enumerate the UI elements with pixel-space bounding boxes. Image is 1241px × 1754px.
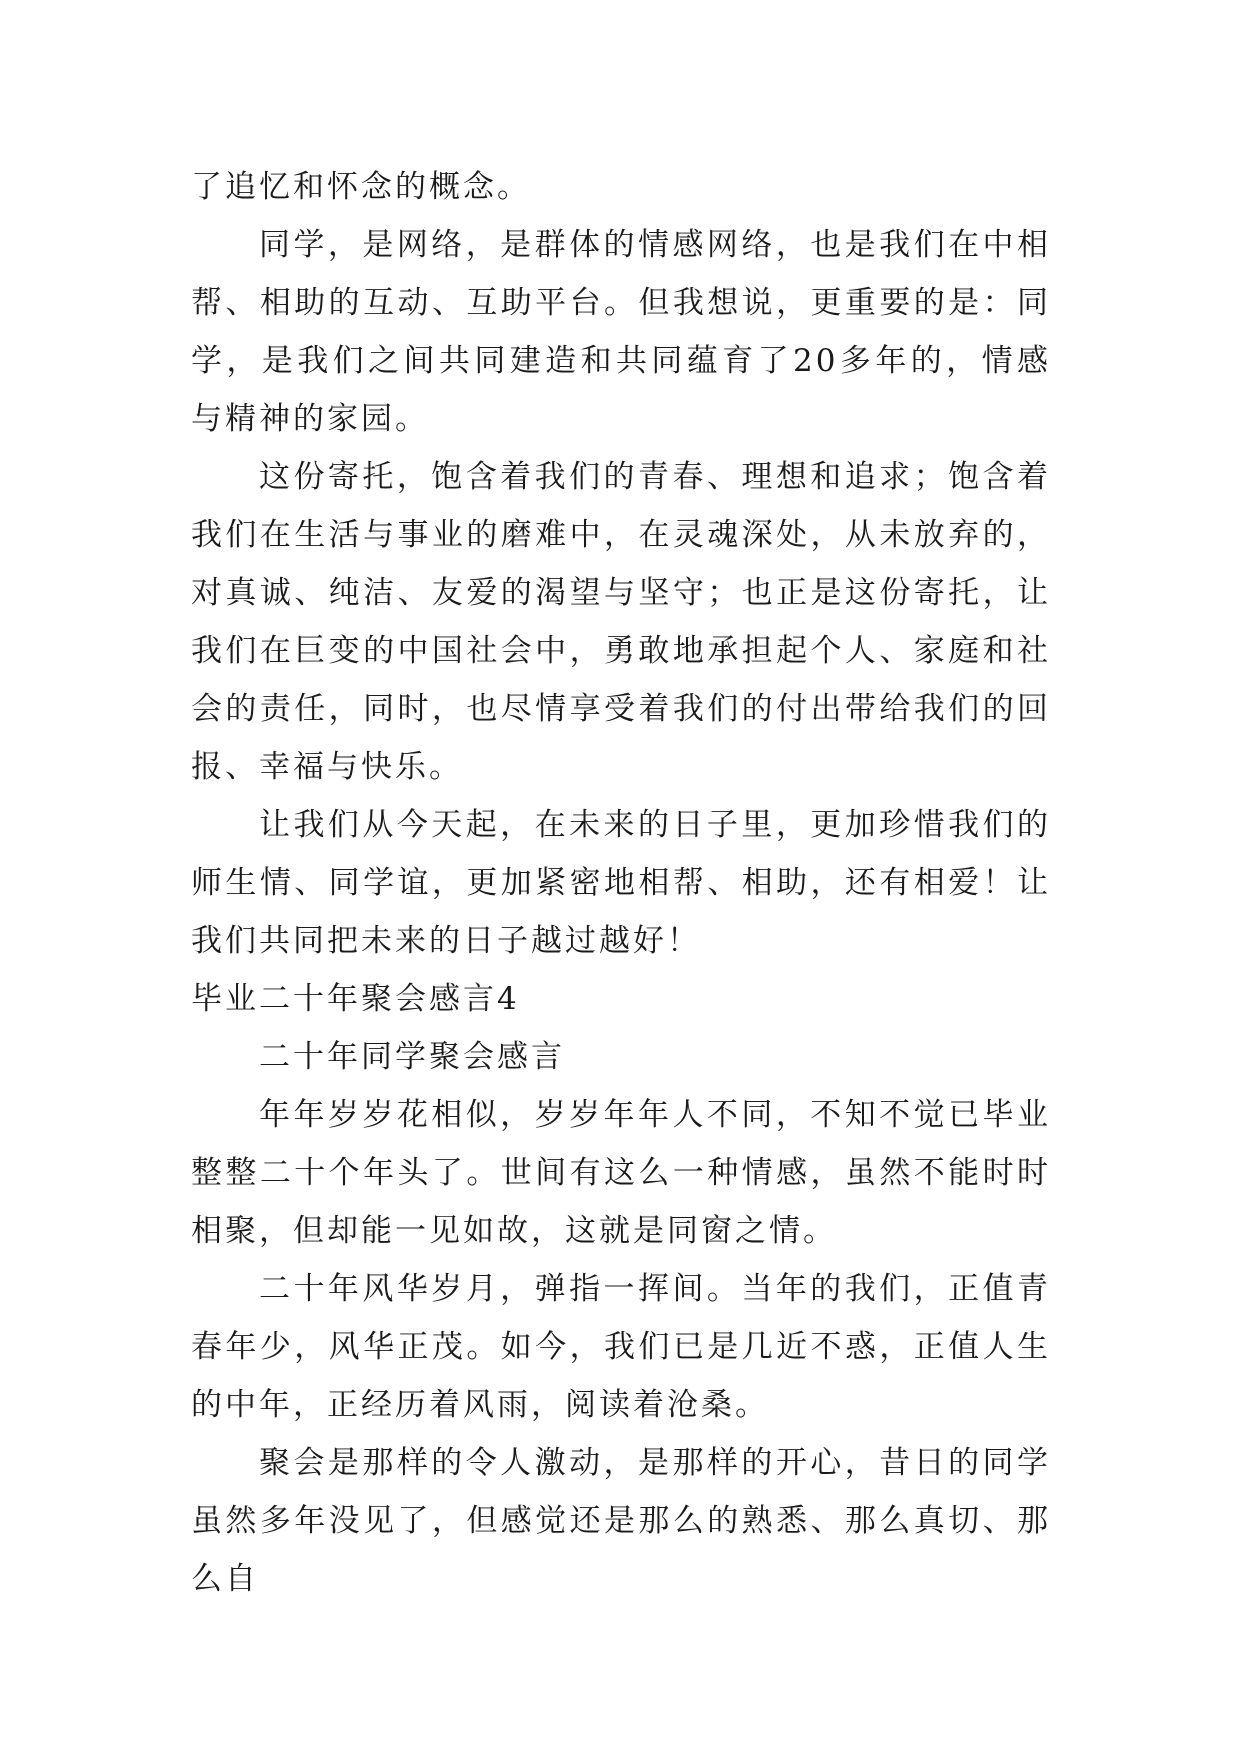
paragraph-reunion: 聚会是那样的令人激动，是那样的开心，昔日的同学虽然多年没见了，但感觉还是那么的熟悉、那么真切、那么自	[191, 1445, 1051, 1597]
section-heading: 毕业二十年聚会感言4	[191, 981, 520, 1017]
paragraph-entrustment: 这份寄托，饱含着我们的青春、理想和追求；饱含着我们在生活与事业的磨难中，在灵魂深处，从未放弃的，对真诚、纯洁、友爱的渴望与坚守；也正是这份寄托，让我们在巨变的中国社会中，勇敢地承担起个人、家庭和社会的责任，同时，也尽情享受着我们的付出带给我们的回报、幸福与快乐。	[191, 459, 1051, 785]
paragraph-twenty-years: 二十年风华岁月，弹指一挥间。当年的我们，正值青春年少，风华正茂。如今，我们已是几近不惑，正值人生的中年，正经历着风雨，阅读着沧桑。	[191, 1271, 1051, 1423]
paragraph-classmates-network: 同学，是网络，是群体的情感网络，也是我们在中相帮、相助的互动、互助平台。但我想说，更重要的是：同学，是我们之间共同建造和共同蕴育了20多年的，情感与精神的家园。	[191, 227, 1051, 437]
section-subheading: 二十年同学聚会感言	[259, 1039, 565, 1075]
paragraph-continuation: 了追忆和怀念的概念。	[191, 169, 531, 205]
paragraph-cherish-future: 让我们从今天起，在未来的日子里，更加珍惜我们的师生情、同学谊，更加紧密地相帮、相助，还有相爱！让我们共同把未来的日子越过越好！	[191, 807, 1051, 959]
document-body	[191, 158, 1051, 1608]
paragraph-years-pass: 年年岁岁花相似，岁岁年年人不同，不知不觉已毕业整整二十个年头了。世间有这么一种情感，虽然不能时时相聚，但却能一见如故，这就是同窗之情。	[191, 1097, 1051, 1249]
